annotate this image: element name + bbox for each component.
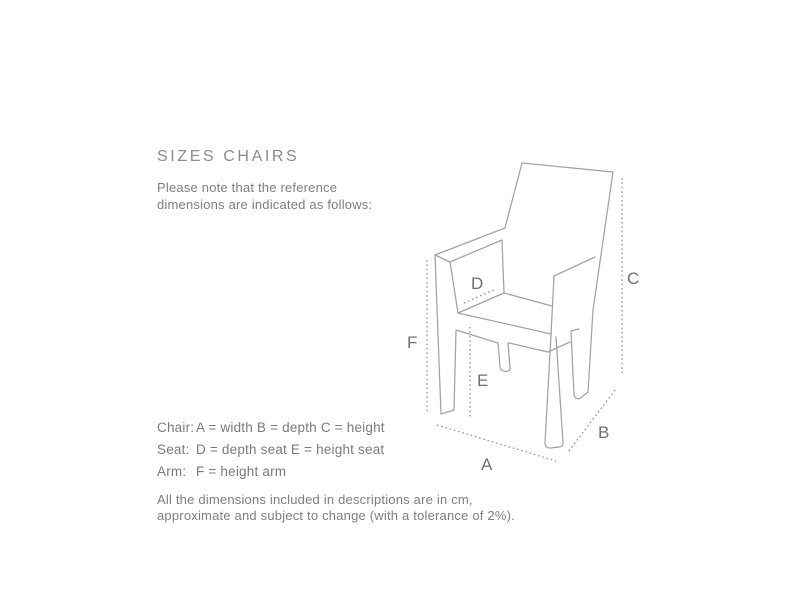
intro-text [157,179,372,213]
legend-label-chair: Chair: [157,420,195,435]
intro-line-2: dimensions are indicated as follows: [157,197,373,212]
page-title: SIZES CHAIRS [157,148,300,165]
chair-drawing [435,163,613,448]
chair-left-arm-inner-front [450,262,458,313]
chair-rear-left-leg [498,343,510,372]
chair-dimensions-diagram [400,150,650,480]
footnote-line-2: approximate and subject to change (with a tolerance of 2%). [157,507,515,523]
legend-definition-chair: A = width B = depth C = height [196,420,385,435]
chair-rear-right-leg-top [571,329,579,331]
chair-backrest-front-left-edge [502,240,504,293]
dimension-label-c: C [627,269,640,288]
chair-seat-front-edge [458,313,551,334]
dimension-label-e: E [477,371,489,390]
chair-side-apron-bottom [548,342,570,352]
legend-row-seat [157,442,385,459]
legend-row-chair [157,420,385,437]
dimension-label-f: F [407,333,418,352]
dimension-line-a [437,425,556,461]
chair-front-apron-left [456,330,498,343]
legend-label-arm: Arm: [157,464,187,479]
footnote-line-1: All the dimensions included in descriptions are in cm, [157,492,473,507]
dimension-label-b: B [598,423,610,442]
dimension-labels [407,269,639,474]
chair-seat-back-edge [504,293,552,306]
dimension-label-a: A [481,455,493,474]
legend-row-arm [157,464,385,481]
footnote [157,492,515,523]
legend [157,420,385,486]
legend-definition-arm: F = height arm [196,464,287,479]
chair-front-apron-right [509,343,548,352]
chair-rear-right-leg [571,331,588,399]
dimension-label-d: D [471,274,484,293]
legend-definition-seat: D = depth seat E = height seat [196,442,385,457]
chair-backrest-and-right-edge [505,163,613,392]
intro-line-1: Please note that the reference [157,180,338,195]
chair-right-arm-top [554,257,595,276]
legend-label-seat: Seat: [157,442,190,457]
